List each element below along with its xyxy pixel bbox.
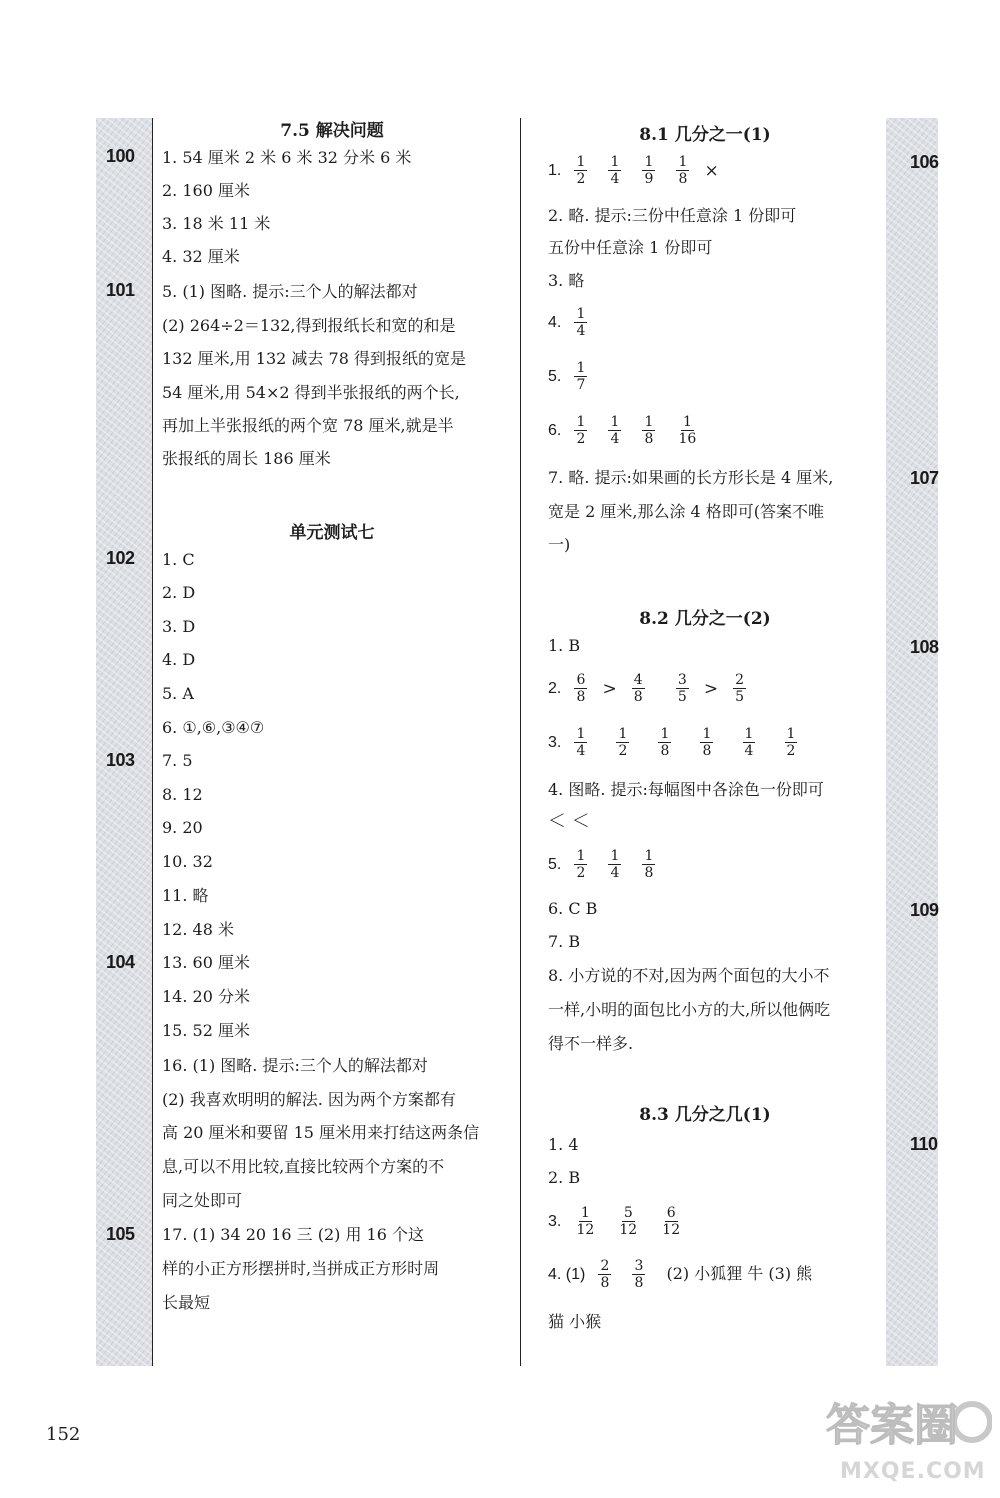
s83-q3 [548,1205,698,1238]
s75-line-2: 2. 160 厘米 [162,181,250,200]
page-number: 152 [46,1424,81,1445]
ut7-line-7: 7. 5 [162,751,193,770]
right-margin-strip [886,118,938,1366]
page-ref-102: 102 [106,548,135,568]
s81-q1-frac-3: $\frac{1}{9}$ [644,154,654,187]
page-ref-103: 103 [106,750,135,770]
center-column-rule [520,118,521,1366]
s83-q4-tail: (2) 小狐狸 牛 (3) 熊 [666,1264,813,1283]
ut7-line-6: 6. ①,⑥,③④⑦ [162,718,265,737]
page-ref-104: 104 [106,952,135,972]
s83-q4-label: 4. (1) [548,1266,586,1283]
page-ref-108: 108 [910,637,939,657]
ut7-line-3: 3. D [162,617,196,636]
s83-q3-frac-1: $\frac{1}{12}$ [576,1205,595,1238]
s81-q3: 3. 略 [548,271,585,290]
s82-q2-frac-3: $\frac{3}{5}$ [677,672,687,705]
s82-q3-frac-6: $\frac{1}{2}$ [786,726,796,759]
s75-line-9: 再加上半张报纸的两个宽 78 厘米,就是半 [162,416,454,435]
left-margin-strip [96,118,152,1366]
s82-q2-frac-2: $\frac{4}{8}$ [633,672,643,705]
ut7-line-20: 同之处即可 [162,1191,243,1210]
s83-q4-frac-2: $\frac{3}{8}$ [634,1258,644,1291]
s82-q1: 1. B [548,636,581,655]
s82-q2-sign-2: > [703,678,719,699]
s82-q3-frac-3: $\frac{1}{8}$ [660,726,670,759]
ut7-line-19: 息,可以不用比较,直接比较两个方案的不 [162,1157,445,1176]
watermark-url-text: MXQE.COM [840,1459,986,1484]
s75-line-5: 5. (1) 图略. 提示:三个人的解法都对 [162,282,418,301]
s81-q6-frac-2: $\frac{1}{4}$ [610,414,620,447]
s81-q5-frac: $\frac{1}{7}$ [576,360,586,393]
page-ref-100: 100 [106,146,135,166]
s81-q1-cross: × [704,160,719,181]
left-column-rule [152,118,153,1366]
watermark-logo [822,1388,992,1488]
s82-q7: 7. B [548,932,581,951]
s81-q1-frac-1: $\frac{1}{2}$ [576,154,586,187]
s83-q1: 1. 4 [548,1135,579,1154]
s81-q7c: 一) [548,535,571,554]
ut7-line-17: (2) 我喜欢明明的解法. 因为两个方案都有 [162,1090,456,1109]
s83-q3-label: 3. [548,1213,562,1230]
s82-q4b: ＜ ＜ [548,811,590,832]
page-ref-107: 107 [910,468,939,488]
ut7-line-10: 10. 32 [162,852,213,871]
s81-q7a: 7. 略. 提示:如果画的长方形长是 4 厘米, [548,468,834,487]
s82-q5-label: 5. [548,856,562,873]
s81-q6 [548,414,714,447]
unit-test-7-title: 单元测试七 [289,523,375,543]
s75-line-4: 4. 32 厘米 [162,247,240,266]
s75-line-1: 1. 54 厘米 2 米 6 米 32 分米 6 米 [162,148,412,167]
section-7-5-title: 7.5 解决问题 [280,121,384,141]
watermark-logo-text: 答案圈 [826,1400,958,1451]
s81-q1 [548,154,729,187]
s81-q4-frac: $\frac{1}{4}$ [576,306,586,339]
ut7-line-8: 8. 12 [162,785,203,804]
s81-q7b: 宽是 2 厘米,那么涂 4 格即可(答案不唯 [548,502,825,521]
s81-q1-frac-4: $\frac{1}{8}$ [678,154,688,187]
s81-q5-label: 5. [548,368,562,385]
ut7-line-2: 2. D [162,583,196,602]
s82-q2-sign-1: > [602,678,617,699]
s82-q5-frac-2: $\frac{1}{4}$ [610,848,620,881]
s82-q2-frac-1: $\frac{6}{8}$ [576,672,586,705]
page-ref-106: 106 [910,152,939,172]
s82-q2-label: 2. [548,680,562,697]
ut7-line-12: 12. 48 米 [162,920,234,939]
s81-q2a: 2. 略. 提示:三份中任意涂 1 份即可 [548,206,797,225]
s82-q3 [548,726,813,759]
s75-line-7: 132 厘米,用 132 减去 78 得到报纸的宽是 [162,349,466,368]
s81-q6-frac-1: $\frac{1}{2}$ [576,414,586,447]
s83-q4-frac-1: $\frac{2}{8}$ [600,1258,610,1291]
s83-q2: 2. B [548,1168,581,1187]
ut7-line-5: 5. A [162,684,194,703]
s75-line-8: 54 厘米,用 54×2 得到半张报纸的两个长, [162,383,460,402]
s82-q3-label: 3. [548,734,562,751]
s82-q8c: 得不一样多. [548,1034,634,1053]
s75-line-3: 3. 18 米 11 米 [162,214,271,233]
s81-q4-label: 4. [548,314,562,331]
ut7-line-14: 14. 20 分米 [162,987,250,1006]
page-ref-101: 101 [106,280,135,300]
ut7-line-16: 16. (1) 图略. 提示:三个人的解法都对 [162,1056,428,1075]
s82-q3-frac-4: $\frac{1}{8}$ [702,726,712,759]
s82-q6: 6. C B [548,899,598,918]
s82-q3-frac-5: $\frac{1}{4}$ [744,726,754,759]
section-8-3-title: 8.3 几分之几(1) [639,1105,771,1125]
s82-q8b: 一样,小明的面包比小方的大,所以他俩吃 [548,1000,831,1019]
s83-q4 [548,1258,812,1291]
ut7-line-4: 4. D [162,650,196,669]
s82-q2-frac-4: $\frac{2}{5}$ [735,672,745,705]
s82-q5 [548,848,671,881]
s82-q3-frac-1: $\frac{1}{4}$ [576,726,586,759]
s81-q6-label: 6. [548,422,562,439]
s82-q5-frac-3: $\frac{1}{8}$ [644,848,654,881]
s83-q3-frac-3: $\frac{6}{12}$ [662,1205,681,1238]
section-8-1-title: 8.1 几分之一(1) [639,125,771,145]
ut7-line-22: 样的小正方形摆拼时,当拼成正方形时周 [162,1259,440,1278]
s83-q3-frac-2: $\frac{5}{12}$ [619,1205,638,1238]
s81-q2b: 五份中任意涂 1 份即可 [548,238,713,257]
s82-q2 [548,672,762,705]
ut7-line-11: 11. 略 [162,886,209,905]
s81-q4 [548,306,603,339]
ut7-line-23: 长最短 [162,1293,211,1312]
s81-q6-frac-4: $\frac{1}{16}$ [678,414,697,447]
s81-q1-label: 1. [548,162,562,179]
s82-q4a: 4. 图略. 提示:每幅图中各涂色一份即可 [548,780,824,799]
page-ref-110: 110 [910,1134,938,1154]
ut7-line-18: 高 20 厘米和要留 15 厘米用来打结这两条信 [162,1123,480,1142]
s81-q6-frac-3: $\frac{1}{8}$ [644,414,654,447]
s82-q5-frac-1: $\frac{1}{2}$ [576,848,586,881]
section-8-2-title: 8.2 几分之一(2) [639,609,771,629]
s81-q5 [548,360,603,393]
s81-q1-frac-2: $\frac{1}{4}$ [610,154,620,187]
page-ref-109: 109 [910,900,939,920]
ut7-line-1: 1. C [162,550,195,569]
s82-q3-frac-2: $\frac{1}{2}$ [618,726,628,759]
ut7-line-13: 13. 60 厘米 [162,953,250,972]
page-ref-105: 105 [106,1224,135,1244]
s82-q8a: 8. 小方说的不对,因为两个面包的大小不 [548,966,830,985]
ut7-line-9: 9. 20 [162,818,203,837]
s75-line-10: 张报纸的周长 186 厘米 [162,449,331,468]
ut7-line-21: 17. (1) 34 20 16 三 (2) 用 16 个这 [162,1225,424,1244]
s75-line-6: (2) 264÷2＝132,得到报纸长和宽的和是 [162,316,456,335]
s83-q4-cont: 猫 小猴 [548,1312,602,1331]
ut7-line-15: 15. 52 厘米 [162,1021,250,1040]
